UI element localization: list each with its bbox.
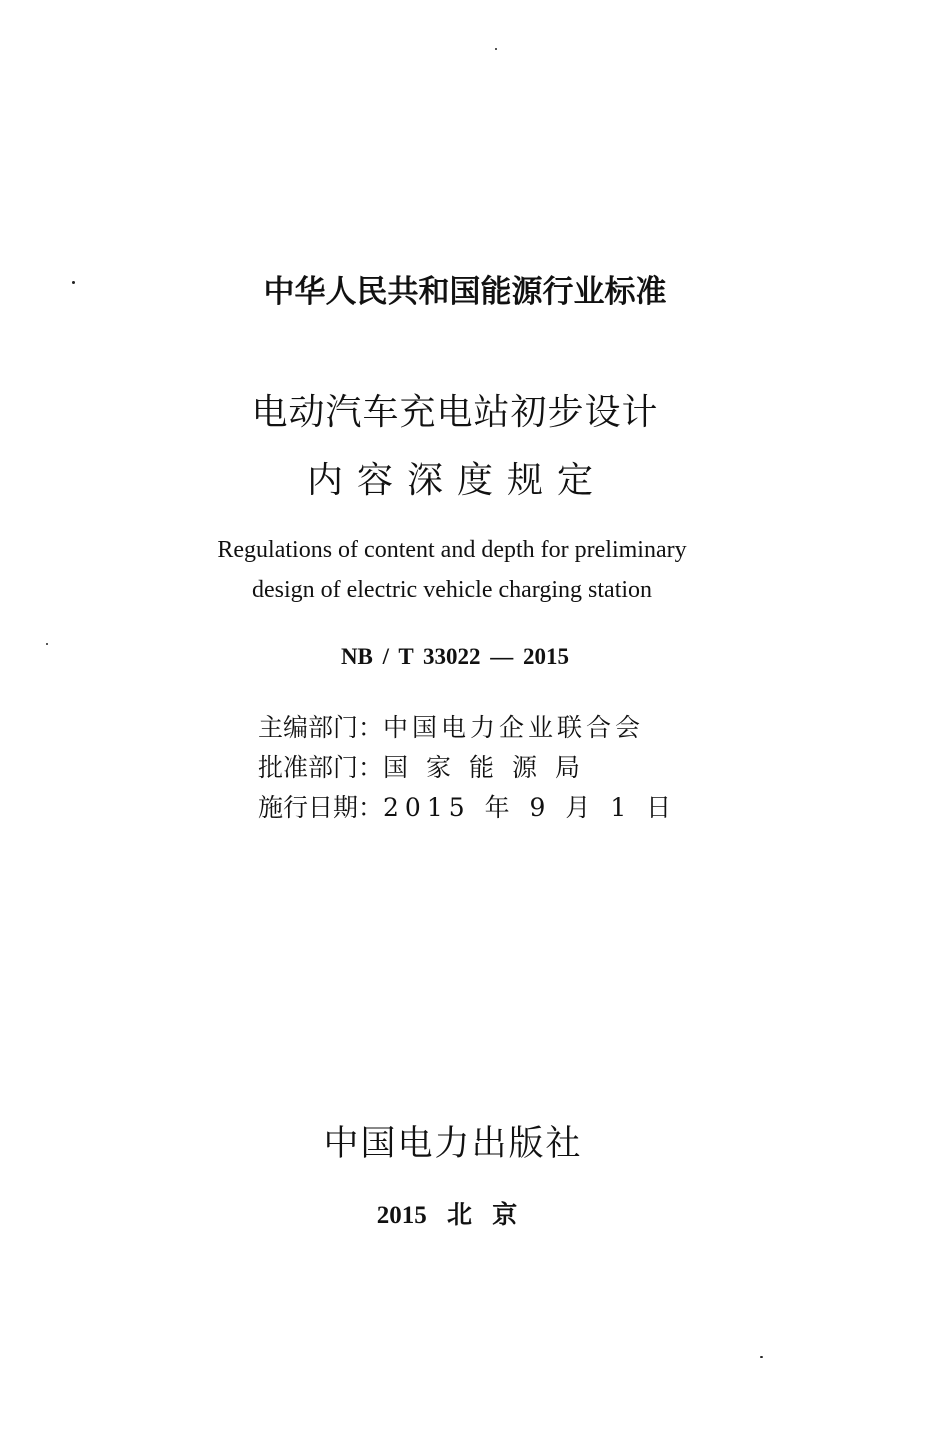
chinese-title-line-2: 内容深度规定 <box>306 460 607 501</box>
standard-code: NB / T 33022 — 2015 <box>340 644 570 669</box>
effective-date-row <box>258 788 677 828</box>
issuing-info <box>258 708 677 828</box>
standard-type-heading: 中华人民共和国能源行业标准 <box>263 274 667 310</box>
english-title-line-1: Regulations of content and depth for preliminary <box>217 537 687 563</box>
chinese-title-line-1: 电动汽车充电站初步设计 <box>251 392 659 433</box>
effective-date-value: 2015 年 9 月 1 日 <box>383 793 678 822</box>
approved-by-label: 批准部门： <box>258 753 384 782</box>
compiled-by-value: 中国电力企业联合会 <box>383 713 645 742</box>
scan-speck <box>495 48 497 50</box>
publisher-name: 中国电力出版社 <box>323 1124 583 1164</box>
approved-by-row <box>258 748 677 788</box>
approved-by-value: 国家能源局 <box>383 753 599 782</box>
publication-year-place: 2015 北 京 <box>376 1202 518 1229</box>
compiled-by-row <box>258 708 677 748</box>
effective-date-label: 施行日期： <box>258 793 384 822</box>
compiled-by-label: 主编部门： <box>258 713 384 742</box>
english-title-line-2: design of electric vehicle charging station <box>251 577 653 603</box>
scan-speck <box>760 1356 763 1358</box>
